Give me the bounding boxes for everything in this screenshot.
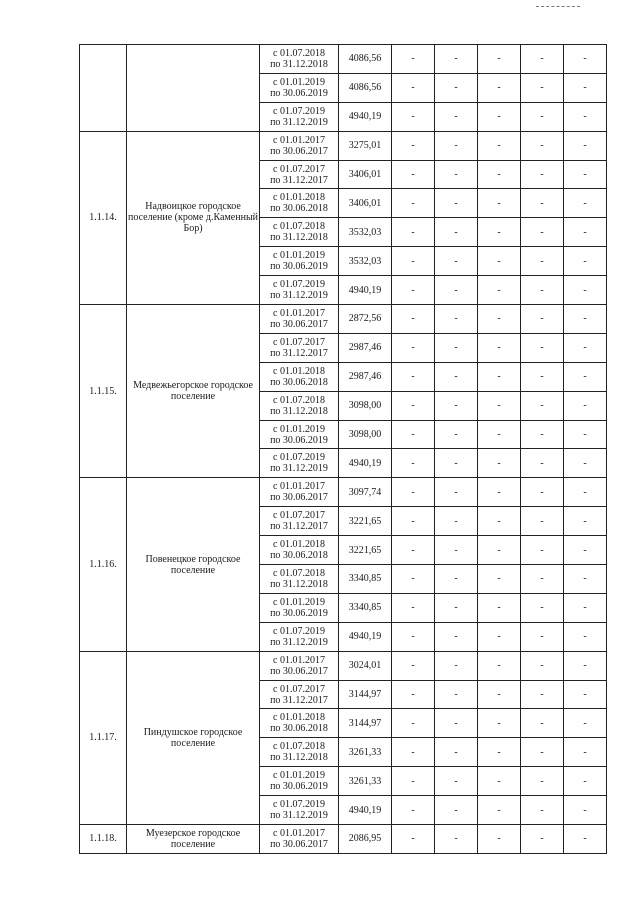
empty-value-cell: - bbox=[435, 449, 478, 478]
period-from: с 01.01.2019 bbox=[273, 76, 325, 88]
settlement-name bbox=[127, 45, 260, 132]
empty-value-cell: - bbox=[435, 680, 478, 709]
settlement-name: Повенецкое городское поселение bbox=[127, 478, 260, 651]
empty-value-cell: - bbox=[392, 247, 435, 276]
settlement-name: Медвежьегорское городское поселение bbox=[127, 305, 260, 478]
period-from: с 01.07.2018 bbox=[273, 221, 325, 233]
period-to: по 31.12.2019 bbox=[270, 290, 328, 302]
empty-value-cell: - bbox=[521, 305, 564, 334]
empty-value-cell: - bbox=[435, 738, 478, 767]
section-number: 1.1.18. bbox=[80, 825, 127, 854]
period-from: с 01.07.2017 bbox=[273, 510, 325, 522]
tariff-value: 3144,97 bbox=[339, 680, 392, 709]
empty-value-cell: - bbox=[435, 247, 478, 276]
empty-value-cell: - bbox=[564, 45, 607, 74]
empty-value-cell: - bbox=[521, 362, 564, 391]
empty-value-cell: - bbox=[564, 449, 607, 478]
empty-value-cell: - bbox=[521, 767, 564, 796]
period-from: с 01.01.2017 bbox=[273, 307, 325, 319]
period-from: с 01.01.2018 bbox=[273, 712, 325, 724]
empty-value-cell: - bbox=[392, 73, 435, 102]
period-to: по 31.12.2018 bbox=[270, 58, 328, 70]
period-cell bbox=[260, 420, 339, 449]
empty-value-cell: - bbox=[564, 478, 607, 507]
empty-value-cell: - bbox=[392, 391, 435, 420]
period-to: по 30.06.2019 bbox=[270, 87, 328, 99]
empty-value-cell: - bbox=[435, 391, 478, 420]
period-from: с 01.07.2018 bbox=[273, 47, 325, 59]
empty-value-cell: - bbox=[392, 478, 435, 507]
tariff-value: 3221,65 bbox=[339, 507, 392, 536]
empty-value-cell: - bbox=[392, 102, 435, 131]
empty-value-cell: - bbox=[392, 218, 435, 247]
empty-value-cell: - bbox=[478, 247, 521, 276]
period-cell bbox=[260, 536, 339, 565]
empty-value-cell: - bbox=[521, 218, 564, 247]
period-to: по 30.06.2019 bbox=[270, 261, 328, 273]
empty-value-cell: - bbox=[392, 622, 435, 651]
empty-value-cell: - bbox=[478, 651, 521, 680]
empty-value-cell: - bbox=[392, 825, 435, 854]
empty-value-cell: - bbox=[521, 536, 564, 565]
empty-value-cell: - bbox=[478, 131, 521, 160]
empty-value-cell: - bbox=[564, 767, 607, 796]
period-from: с 01.07.2017 bbox=[273, 336, 325, 348]
empty-value-cell: - bbox=[392, 45, 435, 74]
empty-value-cell: - bbox=[478, 680, 521, 709]
empty-value-cell: - bbox=[521, 825, 564, 854]
period-to: по 30.06.2017 bbox=[270, 145, 328, 157]
empty-value-cell: - bbox=[521, 738, 564, 767]
empty-value-cell: - bbox=[478, 593, 521, 622]
period-to: по 30.06.2017 bbox=[270, 665, 328, 677]
period-cell bbox=[260, 276, 339, 305]
empty-value-cell: - bbox=[435, 796, 478, 825]
period-to: по 31.12.2017 bbox=[270, 347, 328, 359]
empty-value-cell: - bbox=[435, 102, 478, 131]
tariff-value: 2086,95 bbox=[339, 825, 392, 854]
period-from: с 01.07.2019 bbox=[273, 625, 325, 637]
empty-value-cell: - bbox=[521, 45, 564, 74]
period-from: с 01.01.2018 bbox=[273, 365, 325, 377]
tariff-value: 2872,56 bbox=[339, 305, 392, 334]
empty-value-cell: - bbox=[521, 507, 564, 536]
table-row bbox=[80, 131, 607, 160]
period-to: по 30.06.2019 bbox=[270, 607, 328, 619]
empty-value-cell: - bbox=[478, 507, 521, 536]
empty-value-cell: - bbox=[564, 738, 607, 767]
tariff-value: 3098,00 bbox=[339, 391, 392, 420]
period-to: по 30.06.2019 bbox=[270, 434, 328, 446]
empty-value-cell: - bbox=[564, 507, 607, 536]
empty-value-cell: - bbox=[564, 305, 607, 334]
empty-value-cell: - bbox=[564, 709, 607, 738]
tariff-value: 3340,85 bbox=[339, 565, 392, 594]
period-from: с 01.07.2019 bbox=[273, 799, 325, 811]
period-cell bbox=[260, 622, 339, 651]
empty-value-cell: - bbox=[478, 796, 521, 825]
period-to: по 30.06.2018 bbox=[270, 723, 328, 735]
empty-value-cell: - bbox=[521, 593, 564, 622]
period-to: по 31.12.2017 bbox=[270, 694, 328, 706]
header-scan-mark bbox=[536, 6, 580, 9]
period-cell bbox=[260, 131, 339, 160]
empty-value-cell: - bbox=[521, 189, 564, 218]
period-from: с 01.07.2018 bbox=[273, 394, 325, 406]
tariff-value: 4940,19 bbox=[339, 102, 392, 131]
tariff-value: 2987,46 bbox=[339, 333, 392, 362]
empty-value-cell: - bbox=[478, 449, 521, 478]
empty-value-cell: - bbox=[435, 593, 478, 622]
empty-value-cell: - bbox=[564, 362, 607, 391]
period-from: с 01.01.2019 bbox=[273, 770, 325, 782]
empty-value-cell: - bbox=[435, 218, 478, 247]
period-cell bbox=[260, 449, 339, 478]
section-number: 1.1.15. bbox=[80, 305, 127, 478]
empty-value-cell: - bbox=[521, 247, 564, 276]
empty-value-cell: - bbox=[564, 651, 607, 680]
empty-value-cell: - bbox=[521, 102, 564, 131]
tariff-value: 4940,19 bbox=[339, 622, 392, 651]
period-from: с 01.01.2018 bbox=[273, 539, 325, 551]
empty-value-cell: - bbox=[564, 536, 607, 565]
empty-value-cell: - bbox=[435, 767, 478, 796]
empty-value-cell: - bbox=[435, 507, 478, 536]
settlement-name: Надвоицкое городское поселение (кроме д.Каменный Бор) bbox=[127, 131, 260, 304]
empty-value-cell: - bbox=[564, 247, 607, 276]
empty-value-cell: - bbox=[564, 622, 607, 651]
empty-value-cell: - bbox=[478, 738, 521, 767]
empty-value-cell: - bbox=[392, 709, 435, 738]
period-cell bbox=[260, 247, 339, 276]
period-from: с 01.07.2019 bbox=[273, 452, 325, 464]
empty-value-cell: - bbox=[564, 218, 607, 247]
period-cell bbox=[260, 796, 339, 825]
table-row bbox=[80, 651, 607, 680]
period-to: по 30.06.2017 bbox=[270, 492, 328, 504]
table-row bbox=[80, 45, 607, 74]
period-to: по 31.12.2019 bbox=[270, 463, 328, 475]
period-cell bbox=[260, 102, 339, 131]
tariff-value: 3024,01 bbox=[339, 651, 392, 680]
period-from: с 01.01.2017 bbox=[273, 654, 325, 666]
empty-value-cell: - bbox=[564, 333, 607, 362]
period-to: по 30.06.2018 bbox=[270, 203, 328, 215]
period-to: по 31.12.2018 bbox=[270, 752, 328, 764]
tariff-value: 3221,65 bbox=[339, 536, 392, 565]
empty-value-cell: - bbox=[435, 622, 478, 651]
empty-value-cell: - bbox=[478, 218, 521, 247]
empty-value-cell: - bbox=[478, 478, 521, 507]
empty-value-cell: - bbox=[521, 565, 564, 594]
period-from: с 01.07.2018 bbox=[273, 741, 325, 753]
empty-value-cell: - bbox=[564, 102, 607, 131]
empty-value-cell: - bbox=[392, 420, 435, 449]
period-cell bbox=[260, 305, 339, 334]
empty-value-cell: - bbox=[392, 333, 435, 362]
period-from: с 01.07.2019 bbox=[273, 105, 325, 117]
period-cell bbox=[260, 362, 339, 391]
period-cell bbox=[260, 160, 339, 189]
empty-value-cell: - bbox=[435, 333, 478, 362]
empty-value-cell: - bbox=[521, 160, 564, 189]
empty-value-cell: - bbox=[478, 420, 521, 449]
period-from: с 01.07.2017 bbox=[273, 683, 325, 695]
tariff-table bbox=[79, 44, 607, 854]
period-cell bbox=[260, 651, 339, 680]
empty-value-cell: - bbox=[435, 651, 478, 680]
empty-value-cell: - bbox=[478, 767, 521, 796]
settlement-name: Муезерское городское поселение bbox=[127, 825, 260, 854]
tariff-value: 3532,03 bbox=[339, 218, 392, 247]
table-row bbox=[80, 305, 607, 334]
period-from: с 01.01.2019 bbox=[273, 423, 325, 435]
period-to: по 30.06.2017 bbox=[270, 318, 328, 330]
period-cell bbox=[260, 218, 339, 247]
empty-value-cell: - bbox=[392, 738, 435, 767]
empty-value-cell: - bbox=[564, 565, 607, 594]
empty-value-cell: - bbox=[392, 449, 435, 478]
period-cell bbox=[260, 391, 339, 420]
empty-value-cell: - bbox=[478, 565, 521, 594]
tariff-value: 4940,19 bbox=[339, 449, 392, 478]
period-from: с 01.01.2017 bbox=[273, 134, 325, 146]
empty-value-cell: - bbox=[478, 709, 521, 738]
tariff-value: 4940,19 bbox=[339, 276, 392, 305]
period-to: по 31.12.2017 bbox=[270, 521, 328, 533]
empty-value-cell: - bbox=[435, 131, 478, 160]
period-from: с 01.01.2017 bbox=[273, 827, 325, 839]
table-row bbox=[80, 825, 607, 854]
empty-value-cell: - bbox=[435, 160, 478, 189]
empty-value-cell: - bbox=[392, 507, 435, 536]
empty-value-cell: - bbox=[435, 276, 478, 305]
empty-value-cell: - bbox=[521, 622, 564, 651]
empty-value-cell: - bbox=[564, 189, 607, 218]
empty-value-cell: - bbox=[392, 593, 435, 622]
empty-value-cell: - bbox=[564, 825, 607, 854]
empty-value-cell: - bbox=[392, 536, 435, 565]
empty-value-cell: - bbox=[521, 391, 564, 420]
empty-value-cell: - bbox=[564, 593, 607, 622]
period-cell bbox=[260, 45, 339, 74]
empty-value-cell: - bbox=[478, 536, 521, 565]
empty-value-cell: - bbox=[435, 362, 478, 391]
empty-value-cell: - bbox=[521, 420, 564, 449]
empty-value-cell: - bbox=[392, 160, 435, 189]
empty-value-cell: - bbox=[478, 333, 521, 362]
empty-value-cell: - bbox=[435, 709, 478, 738]
tariff-value: 3261,33 bbox=[339, 738, 392, 767]
empty-value-cell: - bbox=[564, 391, 607, 420]
empty-value-cell: - bbox=[435, 565, 478, 594]
empty-value-cell: - bbox=[478, 73, 521, 102]
period-to: по 31.12.2017 bbox=[270, 174, 328, 186]
period-to: по 31.12.2018 bbox=[270, 405, 328, 417]
period-to: по 31.12.2018 bbox=[270, 232, 328, 244]
period-from: с 01.01.2017 bbox=[273, 481, 325, 493]
period-from: с 01.07.2019 bbox=[273, 279, 325, 291]
table-row bbox=[80, 478, 607, 507]
empty-value-cell: - bbox=[521, 73, 564, 102]
period-cell bbox=[260, 565, 339, 594]
empty-value-cell: - bbox=[435, 45, 478, 74]
section-number bbox=[80, 45, 127, 132]
empty-value-cell: - bbox=[392, 362, 435, 391]
empty-value-cell: - bbox=[478, 189, 521, 218]
empty-value-cell: - bbox=[521, 333, 564, 362]
tariff-value: 4086,56 bbox=[339, 45, 392, 74]
tariff-value: 3275,01 bbox=[339, 131, 392, 160]
empty-value-cell: - bbox=[564, 73, 607, 102]
empty-value-cell: - bbox=[564, 131, 607, 160]
empty-value-cell: - bbox=[478, 160, 521, 189]
period-cell bbox=[260, 738, 339, 767]
empty-value-cell: - bbox=[521, 796, 564, 825]
empty-value-cell: - bbox=[478, 622, 521, 651]
section-number: 1.1.17. bbox=[80, 651, 127, 824]
period-to: по 30.06.2018 bbox=[270, 550, 328, 562]
empty-value-cell: - bbox=[521, 449, 564, 478]
period-cell bbox=[260, 478, 339, 507]
tariff-value: 3144,97 bbox=[339, 709, 392, 738]
empty-value-cell: - bbox=[478, 276, 521, 305]
period-cell bbox=[260, 680, 339, 709]
period-to: по 31.12.2019 bbox=[270, 810, 328, 822]
tariff-value: 3532,03 bbox=[339, 247, 392, 276]
tariff-value: 2987,46 bbox=[339, 362, 392, 391]
settlement-name: Пиндушское городское поселение bbox=[127, 651, 260, 824]
tariff-value: 3406,01 bbox=[339, 189, 392, 218]
period-cell bbox=[260, 189, 339, 218]
empty-value-cell: - bbox=[564, 160, 607, 189]
empty-value-cell: - bbox=[392, 131, 435, 160]
empty-value-cell: - bbox=[392, 565, 435, 594]
empty-value-cell: - bbox=[478, 102, 521, 131]
period-to: по 30.06.2018 bbox=[270, 376, 328, 388]
period-cell bbox=[260, 73, 339, 102]
tariff-value: 3406,01 bbox=[339, 160, 392, 189]
empty-value-cell: - bbox=[521, 651, 564, 680]
period-to: по 30.06.2019 bbox=[270, 781, 328, 793]
empty-value-cell: - bbox=[564, 796, 607, 825]
empty-value-cell: - bbox=[478, 362, 521, 391]
period-from: с 01.07.2018 bbox=[273, 567, 325, 579]
empty-value-cell: - bbox=[435, 536, 478, 565]
tariff-table-body bbox=[80, 45, 607, 854]
empty-value-cell: - bbox=[392, 767, 435, 796]
empty-value-cell: - bbox=[564, 276, 607, 305]
section-number: 1.1.16. bbox=[80, 478, 127, 651]
empty-value-cell: - bbox=[564, 420, 607, 449]
empty-value-cell: - bbox=[521, 709, 564, 738]
section-number: 1.1.14. bbox=[80, 131, 127, 304]
period-cell bbox=[260, 825, 339, 854]
empty-value-cell: - bbox=[435, 189, 478, 218]
empty-value-cell: - bbox=[521, 478, 564, 507]
empty-value-cell: - bbox=[392, 651, 435, 680]
empty-value-cell: - bbox=[478, 391, 521, 420]
empty-value-cell: - bbox=[521, 276, 564, 305]
period-to: по 31.12.2019 bbox=[270, 116, 328, 128]
tariff-value: 3097,74 bbox=[339, 478, 392, 507]
empty-value-cell: - bbox=[392, 189, 435, 218]
tariff-value: 4940,19 bbox=[339, 796, 392, 825]
period-cell bbox=[260, 593, 339, 622]
tariff-value: 3098,00 bbox=[339, 420, 392, 449]
empty-value-cell: - bbox=[392, 305, 435, 334]
period-cell bbox=[260, 507, 339, 536]
tariff-value: 3340,85 bbox=[339, 593, 392, 622]
period-cell bbox=[260, 333, 339, 362]
empty-value-cell: - bbox=[435, 420, 478, 449]
period-cell bbox=[260, 767, 339, 796]
period-to: по 30.06.2017 bbox=[270, 838, 328, 850]
empty-value-cell: - bbox=[392, 796, 435, 825]
empty-value-cell: - bbox=[478, 45, 521, 74]
empty-value-cell: - bbox=[478, 825, 521, 854]
period-from: с 01.01.2018 bbox=[273, 192, 325, 204]
empty-value-cell: - bbox=[521, 680, 564, 709]
period-from: с 01.01.2019 bbox=[273, 250, 325, 262]
period-cell bbox=[260, 709, 339, 738]
empty-value-cell: - bbox=[435, 825, 478, 854]
period-from: с 01.01.2019 bbox=[273, 596, 325, 608]
empty-value-cell: - bbox=[435, 305, 478, 334]
tariff-value: 4086,56 bbox=[339, 73, 392, 102]
empty-value-cell: - bbox=[435, 73, 478, 102]
empty-value-cell: - bbox=[564, 680, 607, 709]
period-from: с 01.07.2017 bbox=[273, 163, 325, 175]
empty-value-cell: - bbox=[478, 305, 521, 334]
tariff-value: 3261,33 bbox=[339, 767, 392, 796]
empty-value-cell: - bbox=[392, 680, 435, 709]
empty-value-cell: - bbox=[435, 478, 478, 507]
period-to: по 31.12.2019 bbox=[270, 636, 328, 648]
empty-value-cell: - bbox=[521, 131, 564, 160]
empty-value-cell: - bbox=[392, 276, 435, 305]
period-to: по 31.12.2018 bbox=[270, 578, 328, 590]
